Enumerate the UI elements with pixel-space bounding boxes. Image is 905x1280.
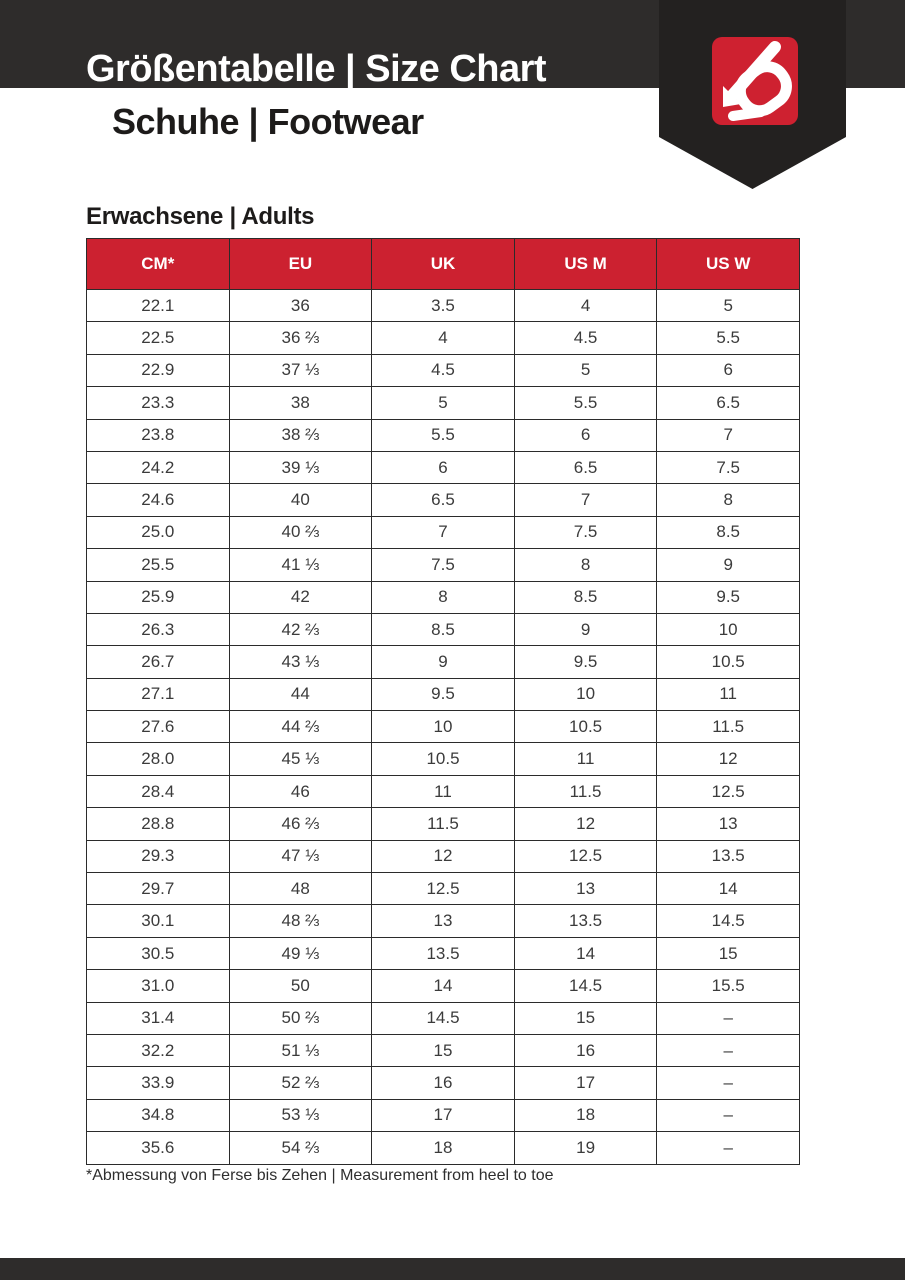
cell: 28.0 <box>87 743 230 775</box>
cell: – <box>657 1002 800 1034</box>
cell: 4 <box>372 322 515 354</box>
cell: 9 <box>514 613 657 645</box>
cell: 49 ⅓ <box>229 937 372 969</box>
size-table-head <box>87 239 800 290</box>
bottom-bar <box>0 1258 905 1280</box>
cell: 51 ⅓ <box>229 1034 372 1066</box>
cell: 7 <box>657 419 800 451</box>
table-row <box>87 613 800 645</box>
cell: 14 <box>514 937 657 969</box>
cell: 7 <box>372 516 515 548</box>
cell: 15 <box>657 937 800 969</box>
table-row <box>87 290 800 322</box>
page-subtitle: Schuhe | Footwear <box>112 101 424 142</box>
cell: 15 <box>372 1034 515 1066</box>
cell: 22.1 <box>87 290 230 322</box>
column-header: EU <box>229 239 372 290</box>
cell: 53 ⅓ <box>229 1099 372 1131</box>
cell: 6.5 <box>657 387 800 419</box>
cell: 32.2 <box>87 1034 230 1066</box>
section-heading: Erwachsene | Adults <box>86 203 315 230</box>
table-row <box>87 1132 800 1164</box>
cell: 10 <box>514 678 657 710</box>
cell: 37 ⅓ <box>229 354 372 386</box>
cell: 28.4 <box>87 775 230 807</box>
table-row <box>87 1034 800 1066</box>
cell: 10.5 <box>372 743 515 775</box>
column-header: US W <box>657 239 800 290</box>
cell: 25.5 <box>87 549 230 581</box>
table-row <box>87 354 800 386</box>
cell: 25.0 <box>87 516 230 548</box>
cell: 7.5 <box>514 516 657 548</box>
cell: 38 <box>229 387 372 419</box>
cell: 36 <box>229 290 372 322</box>
table-row <box>87 581 800 613</box>
column-header: UK <box>372 239 515 290</box>
cell: 42 <box>229 581 372 613</box>
cell: 4 <box>514 290 657 322</box>
cell: 35.6 <box>87 1132 230 1164</box>
cell: 12.5 <box>657 775 800 807</box>
cell: 24.2 <box>87 451 230 483</box>
cell: 6.5 <box>514 451 657 483</box>
cell: 47 ⅓ <box>229 840 372 872</box>
cell: 4.5 <box>372 354 515 386</box>
cell: 25.9 <box>87 581 230 613</box>
cell: 13 <box>514 873 657 905</box>
cell: 26.7 <box>87 646 230 678</box>
cell: 11.5 <box>514 775 657 807</box>
cell: 50 <box>229 970 372 1002</box>
cell: 36 ⅔ <box>229 322 372 354</box>
table-row <box>87 711 800 743</box>
cell: 10.5 <box>514 711 657 743</box>
cell: 29.7 <box>87 873 230 905</box>
cell: 9.5 <box>372 678 515 710</box>
cell: – <box>657 1067 800 1099</box>
table-row <box>87 808 800 840</box>
cell: – <box>657 1132 800 1164</box>
cell: 7.5 <box>657 451 800 483</box>
table-row <box>87 840 800 872</box>
cell: 10 <box>372 711 515 743</box>
cell: 50 ⅔ <box>229 1002 372 1034</box>
page-title: Größentabelle | Size Chart <box>86 48 547 90</box>
cell: 44 ⅔ <box>229 711 372 743</box>
cell: 6 <box>372 451 515 483</box>
cell: 52 ⅔ <box>229 1067 372 1099</box>
cell: 40 ⅔ <box>229 516 372 548</box>
cell: – <box>657 1099 800 1131</box>
cell: 43 ⅓ <box>229 646 372 678</box>
header-row <box>87 239 800 290</box>
cell: 46 ⅔ <box>229 808 372 840</box>
table-row <box>87 937 800 969</box>
table-row <box>87 549 800 581</box>
cell: 6 <box>514 419 657 451</box>
cell: 45 ⅓ <box>229 743 372 775</box>
cell: 5.5 <box>514 387 657 419</box>
table-row <box>87 387 800 419</box>
cell: 17 <box>372 1099 515 1131</box>
cell: 30.1 <box>87 905 230 937</box>
cell: 7 <box>514 484 657 516</box>
cell: 5 <box>514 354 657 386</box>
table-row <box>87 419 800 451</box>
table-row <box>87 873 800 905</box>
cell: 7.5 <box>372 549 515 581</box>
cell: 8.5 <box>657 516 800 548</box>
table-row <box>87 451 800 483</box>
table-row <box>87 646 800 678</box>
cell: 8.5 <box>372 613 515 645</box>
table-row <box>87 905 800 937</box>
cell: 4.5 <box>514 322 657 354</box>
cell: 42 ⅔ <box>229 613 372 645</box>
cell: 11 <box>372 775 515 807</box>
cell: 13.5 <box>657 840 800 872</box>
cell: 24.6 <box>87 484 230 516</box>
cell: 12.5 <box>514 840 657 872</box>
cell: 11.5 <box>372 808 515 840</box>
cell: 26.3 <box>87 613 230 645</box>
cell: 41 ⅓ <box>229 549 372 581</box>
cell: – <box>657 1034 800 1066</box>
cell: 18 <box>514 1099 657 1131</box>
table-row <box>87 516 800 548</box>
cell: 5 <box>372 387 515 419</box>
cell: 8 <box>657 484 800 516</box>
cell: 13 <box>372 905 515 937</box>
cell: 11 <box>514 743 657 775</box>
cell: 5.5 <box>372 419 515 451</box>
cell: 8 <box>514 549 657 581</box>
cell: 6.5 <box>372 484 515 516</box>
cell: 14.5 <box>514 970 657 1002</box>
table-row <box>87 322 800 354</box>
cell: 23.8 <box>87 419 230 451</box>
cell: 46 <box>229 775 372 807</box>
cell: 8.5 <box>514 581 657 613</box>
cell: 15.5 <box>657 970 800 1002</box>
cell: 14 <box>372 970 515 1002</box>
cell: 44 <box>229 678 372 710</box>
cell: 39 ⅓ <box>229 451 372 483</box>
cell: 12.5 <box>372 873 515 905</box>
cell: 15 <box>514 1002 657 1034</box>
cell: 14 <box>657 873 800 905</box>
cell: 12 <box>657 743 800 775</box>
table-row <box>87 678 800 710</box>
table-row <box>87 775 800 807</box>
cell: 14.5 <box>657 905 800 937</box>
cell: 48 ⅔ <box>229 905 372 937</box>
cell: 8 <box>372 581 515 613</box>
cell: 16 <box>514 1034 657 1066</box>
cell: 13 <box>657 808 800 840</box>
cell: 29.3 <box>87 840 230 872</box>
cell: 3.5 <box>372 290 515 322</box>
table-row <box>87 484 800 516</box>
size-table-body <box>87 290 800 1165</box>
cell: 48 <box>229 873 372 905</box>
cell: 13.5 <box>372 937 515 969</box>
cell: 16 <box>372 1067 515 1099</box>
column-header: US M <box>514 239 657 290</box>
cell: 5.5 <box>657 322 800 354</box>
cell: 19 <box>514 1132 657 1164</box>
cell: 9 <box>657 549 800 581</box>
cell: 27.6 <box>87 711 230 743</box>
size-table <box>86 238 800 1165</box>
cell: 9 <box>372 646 515 678</box>
brand-logo <box>712 37 798 125</box>
cell: 22.5 <box>87 322 230 354</box>
cell: 31.0 <box>87 970 230 1002</box>
cell: 40 <box>229 484 372 516</box>
footnote: *Abmessung von Ferse bis Zehen | Measurement from heel to toe <box>86 1167 554 1184</box>
table-row <box>87 743 800 775</box>
column-header: CM* <box>87 239 230 290</box>
cell: 6 <box>657 354 800 386</box>
table-row <box>87 970 800 1002</box>
cell: 17 <box>514 1067 657 1099</box>
cell: 11 <box>657 678 800 710</box>
cell: 30.5 <box>87 937 230 969</box>
cell: 12 <box>514 808 657 840</box>
cell: 33.9 <box>87 1067 230 1099</box>
cell: 34.8 <box>87 1099 230 1131</box>
cell: 23.3 <box>87 387 230 419</box>
cell: 10 <box>657 613 800 645</box>
five-ten-logo-icon <box>712 37 798 125</box>
cell: 18 <box>372 1132 515 1164</box>
cell: 54 ⅔ <box>229 1132 372 1164</box>
cell: 13.5 <box>514 905 657 937</box>
table-row <box>87 1002 800 1034</box>
cell: 9.5 <box>514 646 657 678</box>
cell: 22.9 <box>87 354 230 386</box>
cell: 10.5 <box>657 646 800 678</box>
cell: 9.5 <box>657 581 800 613</box>
table-row <box>87 1099 800 1131</box>
cell: 38 ⅔ <box>229 419 372 451</box>
cell: 27.1 <box>87 678 230 710</box>
cell: 14.5 <box>372 1002 515 1034</box>
cell: 31.4 <box>87 1002 230 1034</box>
table-row <box>87 1067 800 1099</box>
cell: 11.5 <box>657 711 800 743</box>
cell: 5 <box>657 290 800 322</box>
cell: 12 <box>372 840 515 872</box>
cell: 28.8 <box>87 808 230 840</box>
